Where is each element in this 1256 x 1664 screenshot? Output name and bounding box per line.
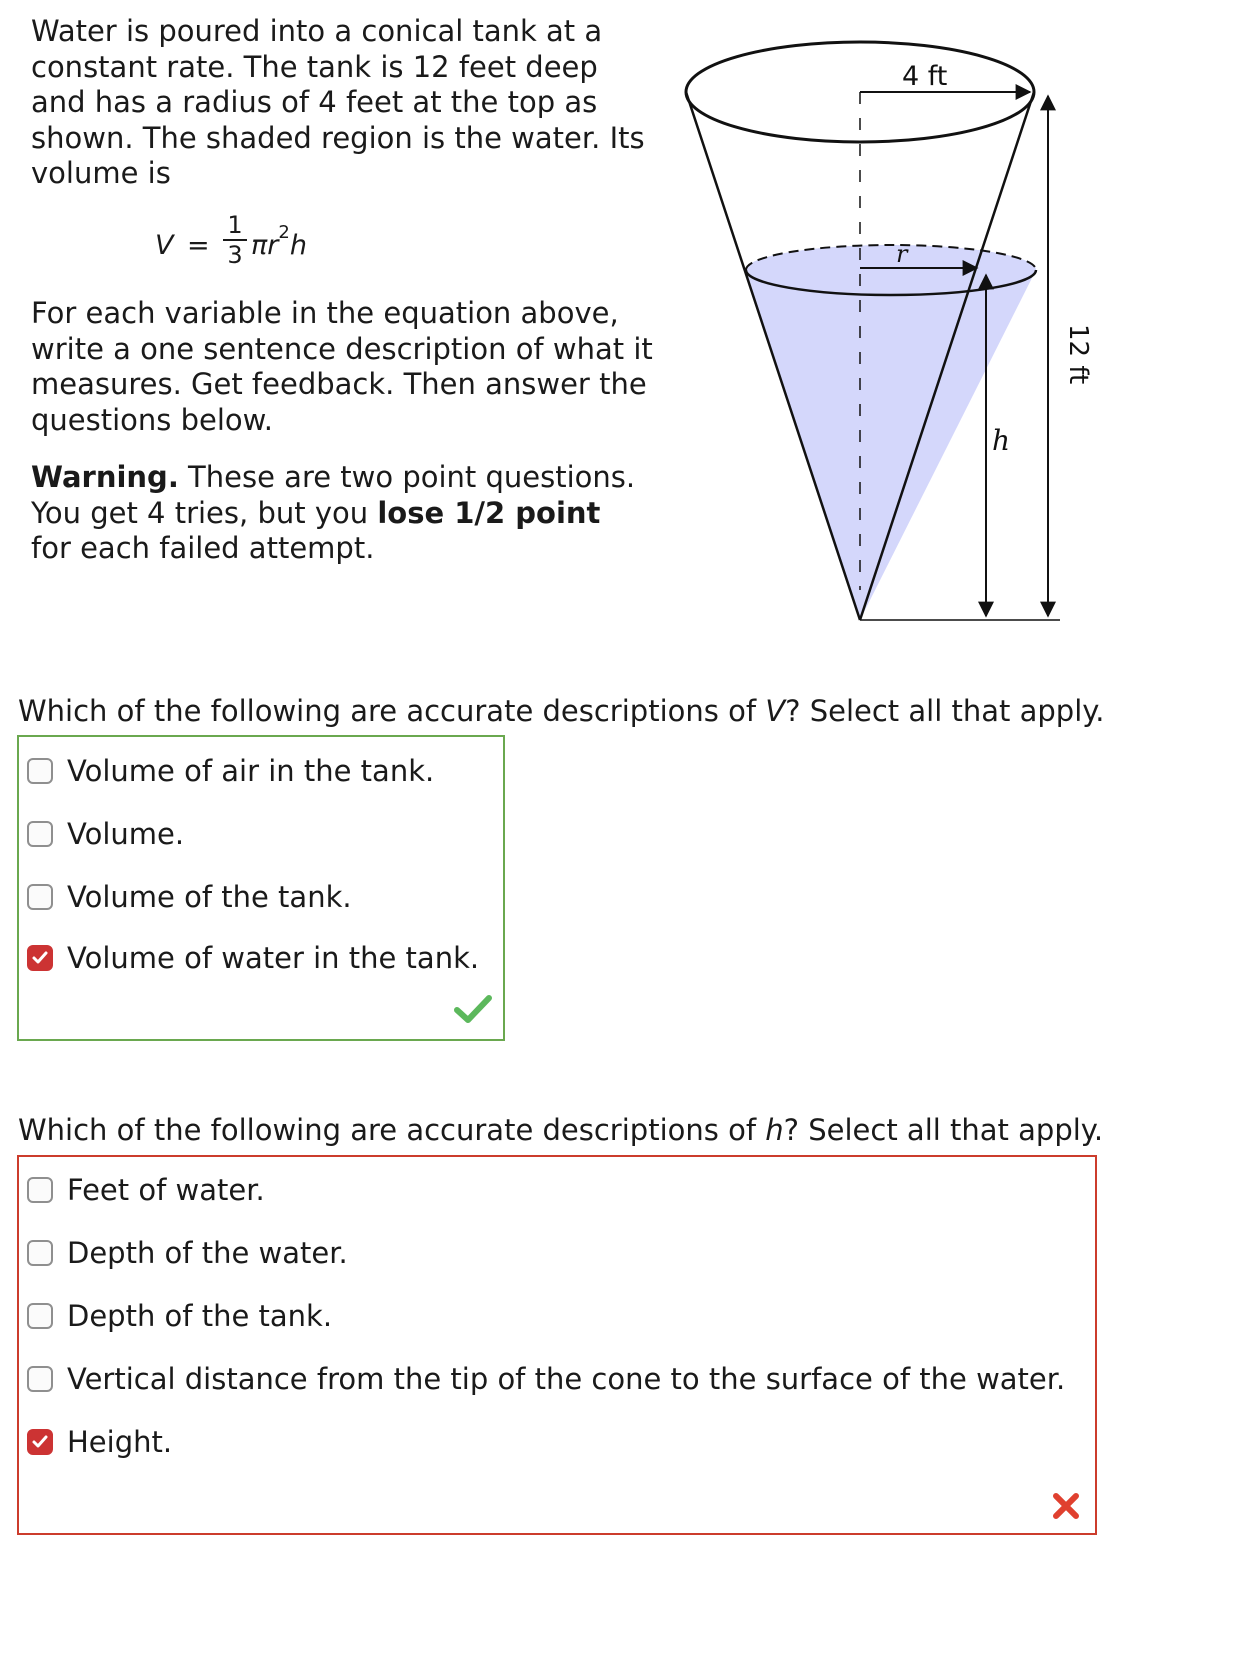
intro-line: volume is [31, 156, 171, 190]
intro-line: Water is poured into a conical tank at a [31, 14, 603, 48]
option-h-height[interactable] [27, 1422, 172, 1462]
fraction-denominator: 3 [227, 241, 243, 269]
formula-lhs: V [155, 230, 174, 261]
instructions-line: measures. Get feedback. Then answer the [31, 367, 647, 401]
answer-box-h [17, 1155, 1097, 1535]
question-h [18, 1113, 1103, 1147]
checkbox-checked[interactable] [27, 1429, 53, 1455]
formula-rest [251, 222, 307, 261]
option-h-depth-water[interactable] [27, 1233, 348, 1273]
option-v-air[interactable] [27, 751, 434, 791]
water-height-label: h [992, 424, 1011, 457]
formula-exponent: 2 [278, 222, 290, 243]
checkbox-unchecked[interactable] [27, 821, 53, 847]
option-h-feet[interactable] [27, 1170, 265, 1210]
formula-pi-r: πr [251, 230, 279, 261]
warning-line: These are two point questions. [178, 460, 636, 494]
intro-line: constant rate. The tank is 12 feet deep [31, 49, 598, 84]
option-label: Vertical distance from the tip of the cone to the surface of the water. [67, 1362, 1066, 1396]
cone-tank-diagram [680, 30, 1120, 660]
formula-fraction [223, 212, 247, 268]
option-v-volume[interactable] [27, 814, 184, 854]
option-label: Volume of the tank. [67, 880, 352, 914]
option-v-water[interactable] [27, 938, 479, 978]
option-h-depth-tank[interactable] [27, 1296, 332, 1336]
correct-check-icon [453, 993, 493, 1025]
intro-line: and has a radius of 4 feet at the top as [31, 85, 598, 119]
radius-top-label: 4 ft [902, 61, 948, 92]
incorrect-x-icon [1051, 1491, 1081, 1521]
question-h-prefix: Which of the following are accurate descriptions of [18, 1113, 766, 1147]
warning-penalty: lose 1/2 point [377, 495, 601, 530]
option-label: Height. [67, 1425, 173, 1459]
checkbox-unchecked[interactable] [27, 1303, 53, 1329]
checkbox-checked[interactable] [27, 945, 53, 971]
warning-text [31, 460, 681, 567]
radius-water-label: r [896, 240, 908, 268]
option-label: Volume of air in the tank. [67, 754, 435, 788]
option-label: Feet of water. [67, 1173, 265, 1207]
checkbox-unchecked[interactable] [27, 1240, 53, 1266]
warning-line: for each failed attempt. [31, 531, 375, 565]
question-v-var: V [765, 694, 786, 728]
checkbox-unchecked[interactable] [27, 1177, 53, 1203]
option-label: Depth of the water. [67, 1236, 348, 1270]
checkbox-unchecked[interactable] [27, 884, 53, 910]
option-label: Volume of water in the tank. [67, 941, 480, 975]
question-v-prefix: Which of the following are accurate descriptions of [18, 694, 766, 728]
warning-line: You get 4 tries, but you [31, 495, 378, 530]
formula-h: h [289, 230, 307, 261]
question-h-var: h [765, 1113, 784, 1147]
question-v-suffix: ? Select all that apply. [785, 694, 1105, 728]
question-h-suffix: ? Select all that apply. [783, 1113, 1104, 1147]
option-v-tank[interactable] [27, 877, 352, 917]
intro-line: shown. The shaded region is the water. Its [31, 120, 645, 155]
checkbox-unchecked[interactable] [27, 1366, 53, 1392]
checkbox-unchecked[interactable] [27, 758, 53, 784]
instructions [31, 296, 681, 438]
fraction-numerator: 1 [227, 211, 243, 239]
answer-box-v [17, 735, 505, 1041]
checkmark-icon [30, 1432, 50, 1452]
problem-intro [31, 14, 671, 192]
tank-depth-label: 12 ft [1063, 324, 1093, 385]
option-label: Volume. [67, 817, 185, 851]
option-label: Depth of the tank. [67, 1299, 333, 1333]
instructions-line: For each variable in the equation above, [31, 296, 619, 330]
formula-equals: = [187, 230, 210, 261]
question-v [18, 694, 1105, 728]
checkmark-icon [30, 948, 50, 968]
instructions-line: questions below. [31, 402, 273, 437]
instructions-line: write a one sentence description of what it [31, 331, 653, 366]
option-h-vertical-distance[interactable] [27, 1359, 1065, 1399]
warning-label: Warning. [31, 460, 179, 494]
